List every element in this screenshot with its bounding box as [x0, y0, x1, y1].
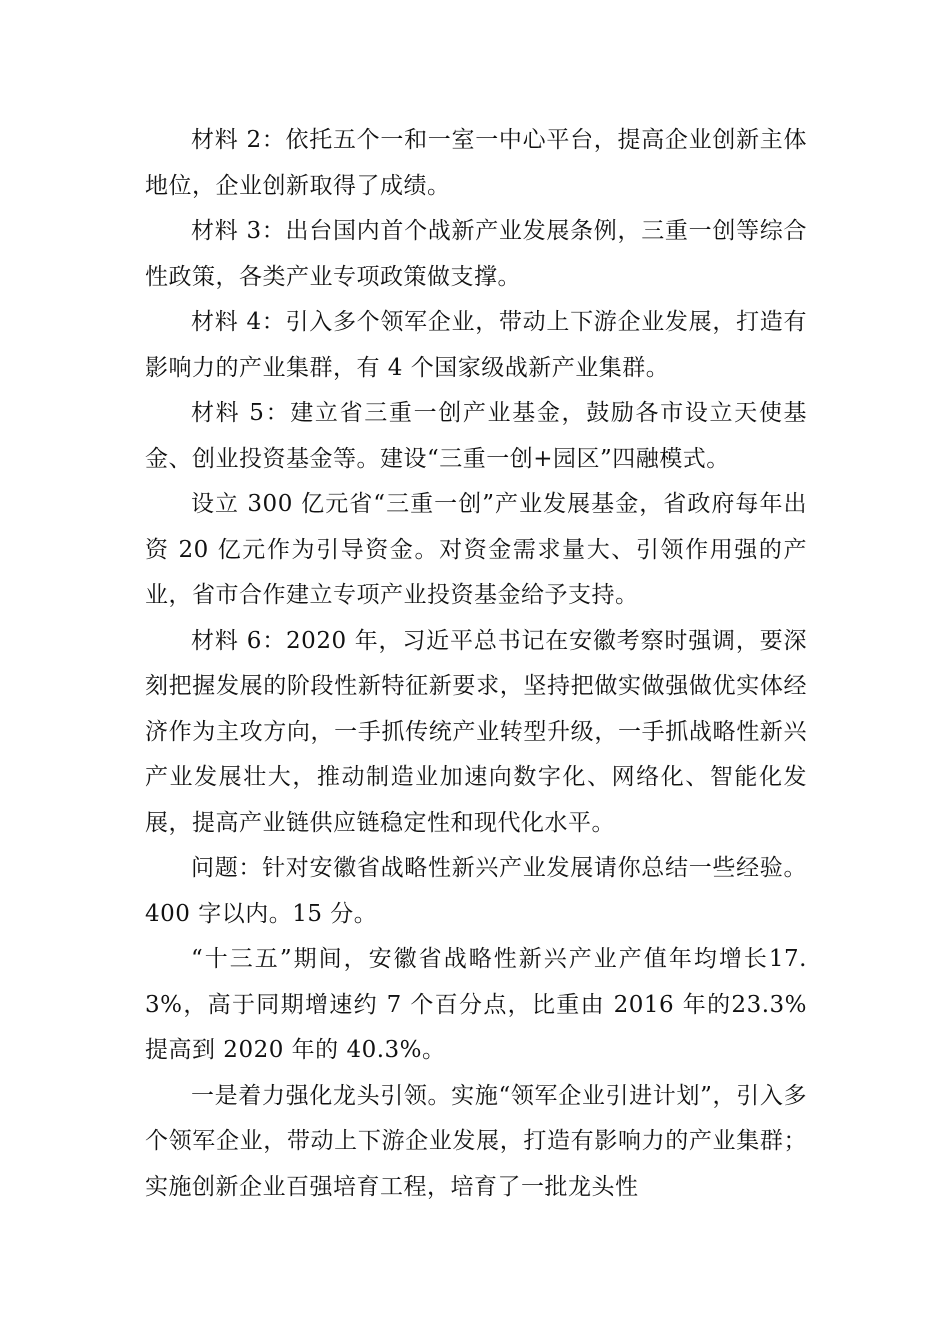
paragraph-material-3: 材料 3：出台国内首个战新产业发展条例，三重一创等综合性政策，各类产业专项政策做支撑。: [145, 218, 807, 290]
paragraph-material-2: 材料 2：依托五个一和一室一中心平台，提高企业创新主体地位，企业创新取得了成绩。: [145, 127, 807, 199]
document-body: [145, 118, 807, 1210]
paragraph-material-4: 材料 4：引入多个领军企业，带动上下游企业发展，打造有影响力的产业集群，有 4 个国家级战新产业集群。: [145, 309, 807, 381]
paragraph-material-5: 材料 5：建立省三重一创产业基金，鼓励各市设立天使基金、创业投资基金等。建设“三重一创+园区”四融模式。: [145, 400, 807, 472]
paragraph-material-6: 材料 6：2020 年，习近平总书记在安徽考察时强调，要深刻把握发展的阶段性新特征新要求，坚持把做实做强做优实体经济作为主攻方向，一手抓传统产业转型升级，一手抓战略性新兴产业发展壮大，推动制造业加速向数字化、网络化、智能化发展，提高产业链供应链稳定性和现代化水平。: [145, 627, 807, 836]
paragraph-fund: 设立 300 亿元省“三重一创”产业发展基金，省政府每年出资 20 亿元作为引导资金。对资金需求量大、引领作用强的产业，省市合作建立专项产业投资基金给予支持。: [145, 491, 807, 608]
paragraph-question: 问题：针对安徽省战略性新兴产业发展请你总结一些经验。400 字以内。15 分。: [145, 855, 807, 927]
paragraph-statistics: “十三五”期间，安徽省战略性新兴产业产值年均增长17.3%，高于同期增速约 7 个百分点，比重由 2016 年的23.3%提高到 2020 年的 40.3%。: [145, 946, 807, 1063]
paragraph-point-one: 一是着力强化龙头引领。实施“领军企业引进计划”，引入多个领军企业，带动上下游企业发展，打造有影响力的产业集群；实施创新企业百强培育工程，培育了一批龙头性: [145, 1082, 807, 1200]
